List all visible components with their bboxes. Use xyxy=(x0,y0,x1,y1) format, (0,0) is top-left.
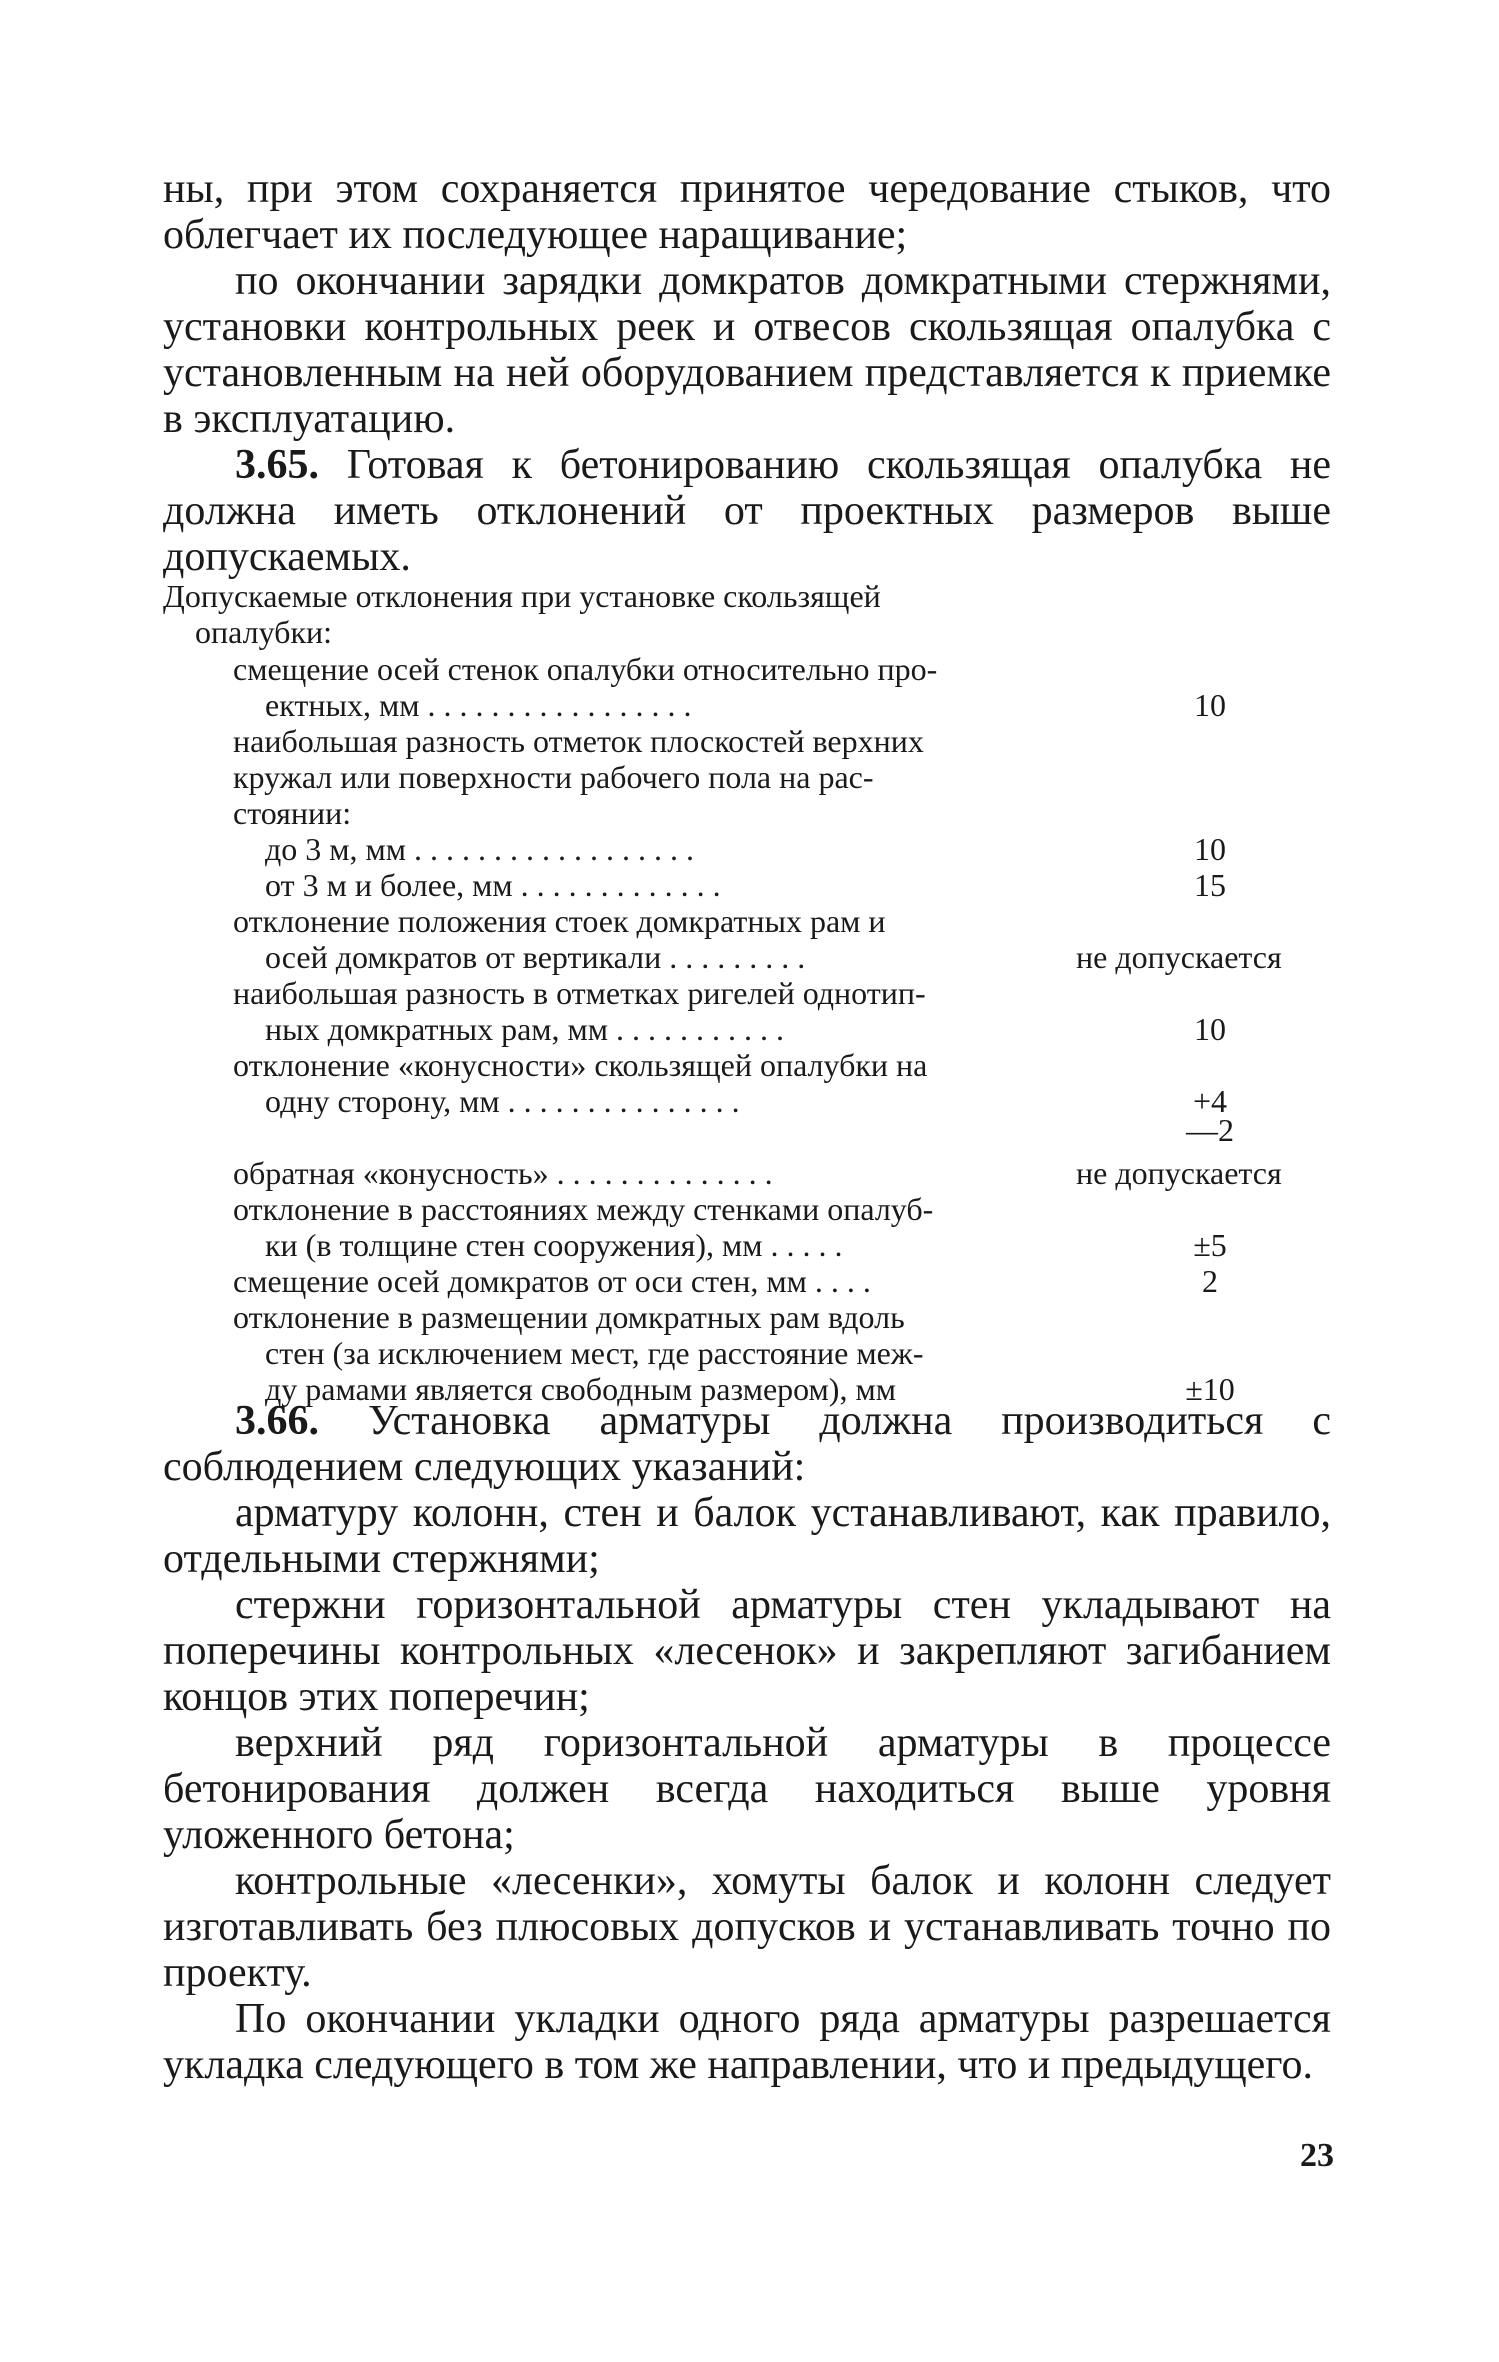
tolerance-label: отклонение положения стоек домкратных рам и xyxy=(233,903,886,939)
section-text-3-65: Готовая к бетонированию скользящая опалубка не должна иметь отклонений от проектных размеров выше допускаемых. xyxy=(163,442,1331,580)
tolerance-label: ду рамами является свободным размером), мм xyxy=(265,1371,896,1407)
page-number: 23 xyxy=(1300,2137,1334,2174)
tolerance-label: наибольшая разность в отметках ригелей однотип- xyxy=(233,975,926,1011)
paragraph-continuation: ны, при этом сохраняется принятое чередование стыков, что облегчает их последующее наращивание; xyxy=(163,166,1331,258)
tolerance-label: ных домкратных рам, мм . . . . . . . . . . . xyxy=(265,1011,785,1047)
paragraph-horizontal-rebar: стержни горизонтальной арматуры стен укладывают на поперечины контрольных «лесенок» и закрепляют загибанием концов этих поперечин; xyxy=(163,1582,1331,1720)
paragraph-acceptance: по окончании зарядки домкратов домкратными стержнями, установки контрольных реек и отвесов скользящая опалубка с установленным на ней оборудованием представляется к приемке в эксплуатацию. xyxy=(163,258,1331,442)
tolerance-value: 2 xyxy=(1202,1263,1218,1299)
tolerance-value: 10 xyxy=(1194,1011,1226,1047)
paragraph-3-65 xyxy=(163,442,1331,580)
tolerance-value: ±10 xyxy=(1185,1371,1235,1407)
tolerance-value-minus: —2 xyxy=(1186,1112,1234,1148)
section-number-3-66: 3.66. xyxy=(235,1398,319,1444)
tolerance-label: стен (за исключением мест, где расстояние меж- xyxy=(265,1335,924,1371)
tolerance-value: 15 xyxy=(1194,867,1226,903)
section-text-3-66: Установка арматуры должна производиться с соблюдением следующих указаний: xyxy=(163,1398,1331,1490)
tolerance-label: наибольшая разность отметок плоскостей верхних xyxy=(233,723,924,759)
tolerance-label: отклонение в расстояниях между стенками опалуб- xyxy=(233,1191,934,1227)
tolerance-label: от 3 м и более, мм . . . . . . . . . . . . . xyxy=(265,867,721,903)
tolerance-label: отклонение в размещении домкратных рам вдоль xyxy=(233,1299,905,1335)
tolerance-label: одну сторону, мм . . . . . . . . . . . . . . . xyxy=(265,1083,740,1119)
tolerance-label: смещение осей стенок опалубки относительно про- xyxy=(233,651,938,687)
section-number-3-65: 3.65. xyxy=(235,442,319,488)
paragraph-3-66 xyxy=(163,1398,1331,1490)
tolerance-label: обратная «конусность» . . . . . . . . . . . . . . xyxy=(233,1155,773,1191)
tolerance-label: осей домкратов от вертикали . . . . . . . . . xyxy=(265,939,806,975)
tolerance-label: до 3 м, мм . . . . . . . . . . . . . . . . . . xyxy=(265,831,695,867)
tolerance-intro-line1: Допускаемые отклонения при установке скользящей xyxy=(163,578,881,614)
tolerance-label: отклонение «конусности» скользящей опалубки на xyxy=(233,1047,928,1083)
paragraph-ladders: контрольные «лесенки», хомуты балок и колонн следует изготавливать без плюсовых допусков и устанавливать точно по проекту. xyxy=(163,1858,1331,1996)
tolerance-value: ±5 xyxy=(1193,1227,1227,1263)
paragraph-columns-rebar: арматуру колонн, стен и балок устанавливают, как правило, отдельными стержнями; xyxy=(163,1490,1331,1582)
paragraph-upper-row: верхний ряд горизонтальной арматуры в процессе бетонирования должен всегда находиться выше уровня уложенного бетона; xyxy=(163,1720,1331,1858)
tolerance-label: ектных, мм . . . . . . . . . . . . . . . . . xyxy=(265,687,692,723)
tolerance-intro xyxy=(163,578,1083,650)
tolerance-label: ки (в толщине стен сооружения), мм . . . . . xyxy=(265,1227,843,1263)
tolerance-value: 10 xyxy=(1194,687,1226,723)
tolerance-intro-line2: опалубки: xyxy=(195,614,332,650)
paragraph-next-row: По окончании укладки одного ряда арматуры разрешается укладка следующего в том же направлении, что и предыдущего. xyxy=(163,1996,1331,2088)
tolerance-label: стоянии: xyxy=(233,795,352,831)
tolerance-value: 10 xyxy=(1194,831,1226,867)
tolerance-label: кружал или поверхности рабочего пола на рас- xyxy=(233,759,874,795)
tolerance-value-plus: +4 xyxy=(1192,1083,1228,1119)
tolerance-label: смещение осей домкратов от оси стен, мм . . . . xyxy=(233,1263,871,1299)
tolerance-value: не допускается xyxy=(1076,1155,1282,1191)
tolerance-value: не допускается xyxy=(1076,939,1282,975)
